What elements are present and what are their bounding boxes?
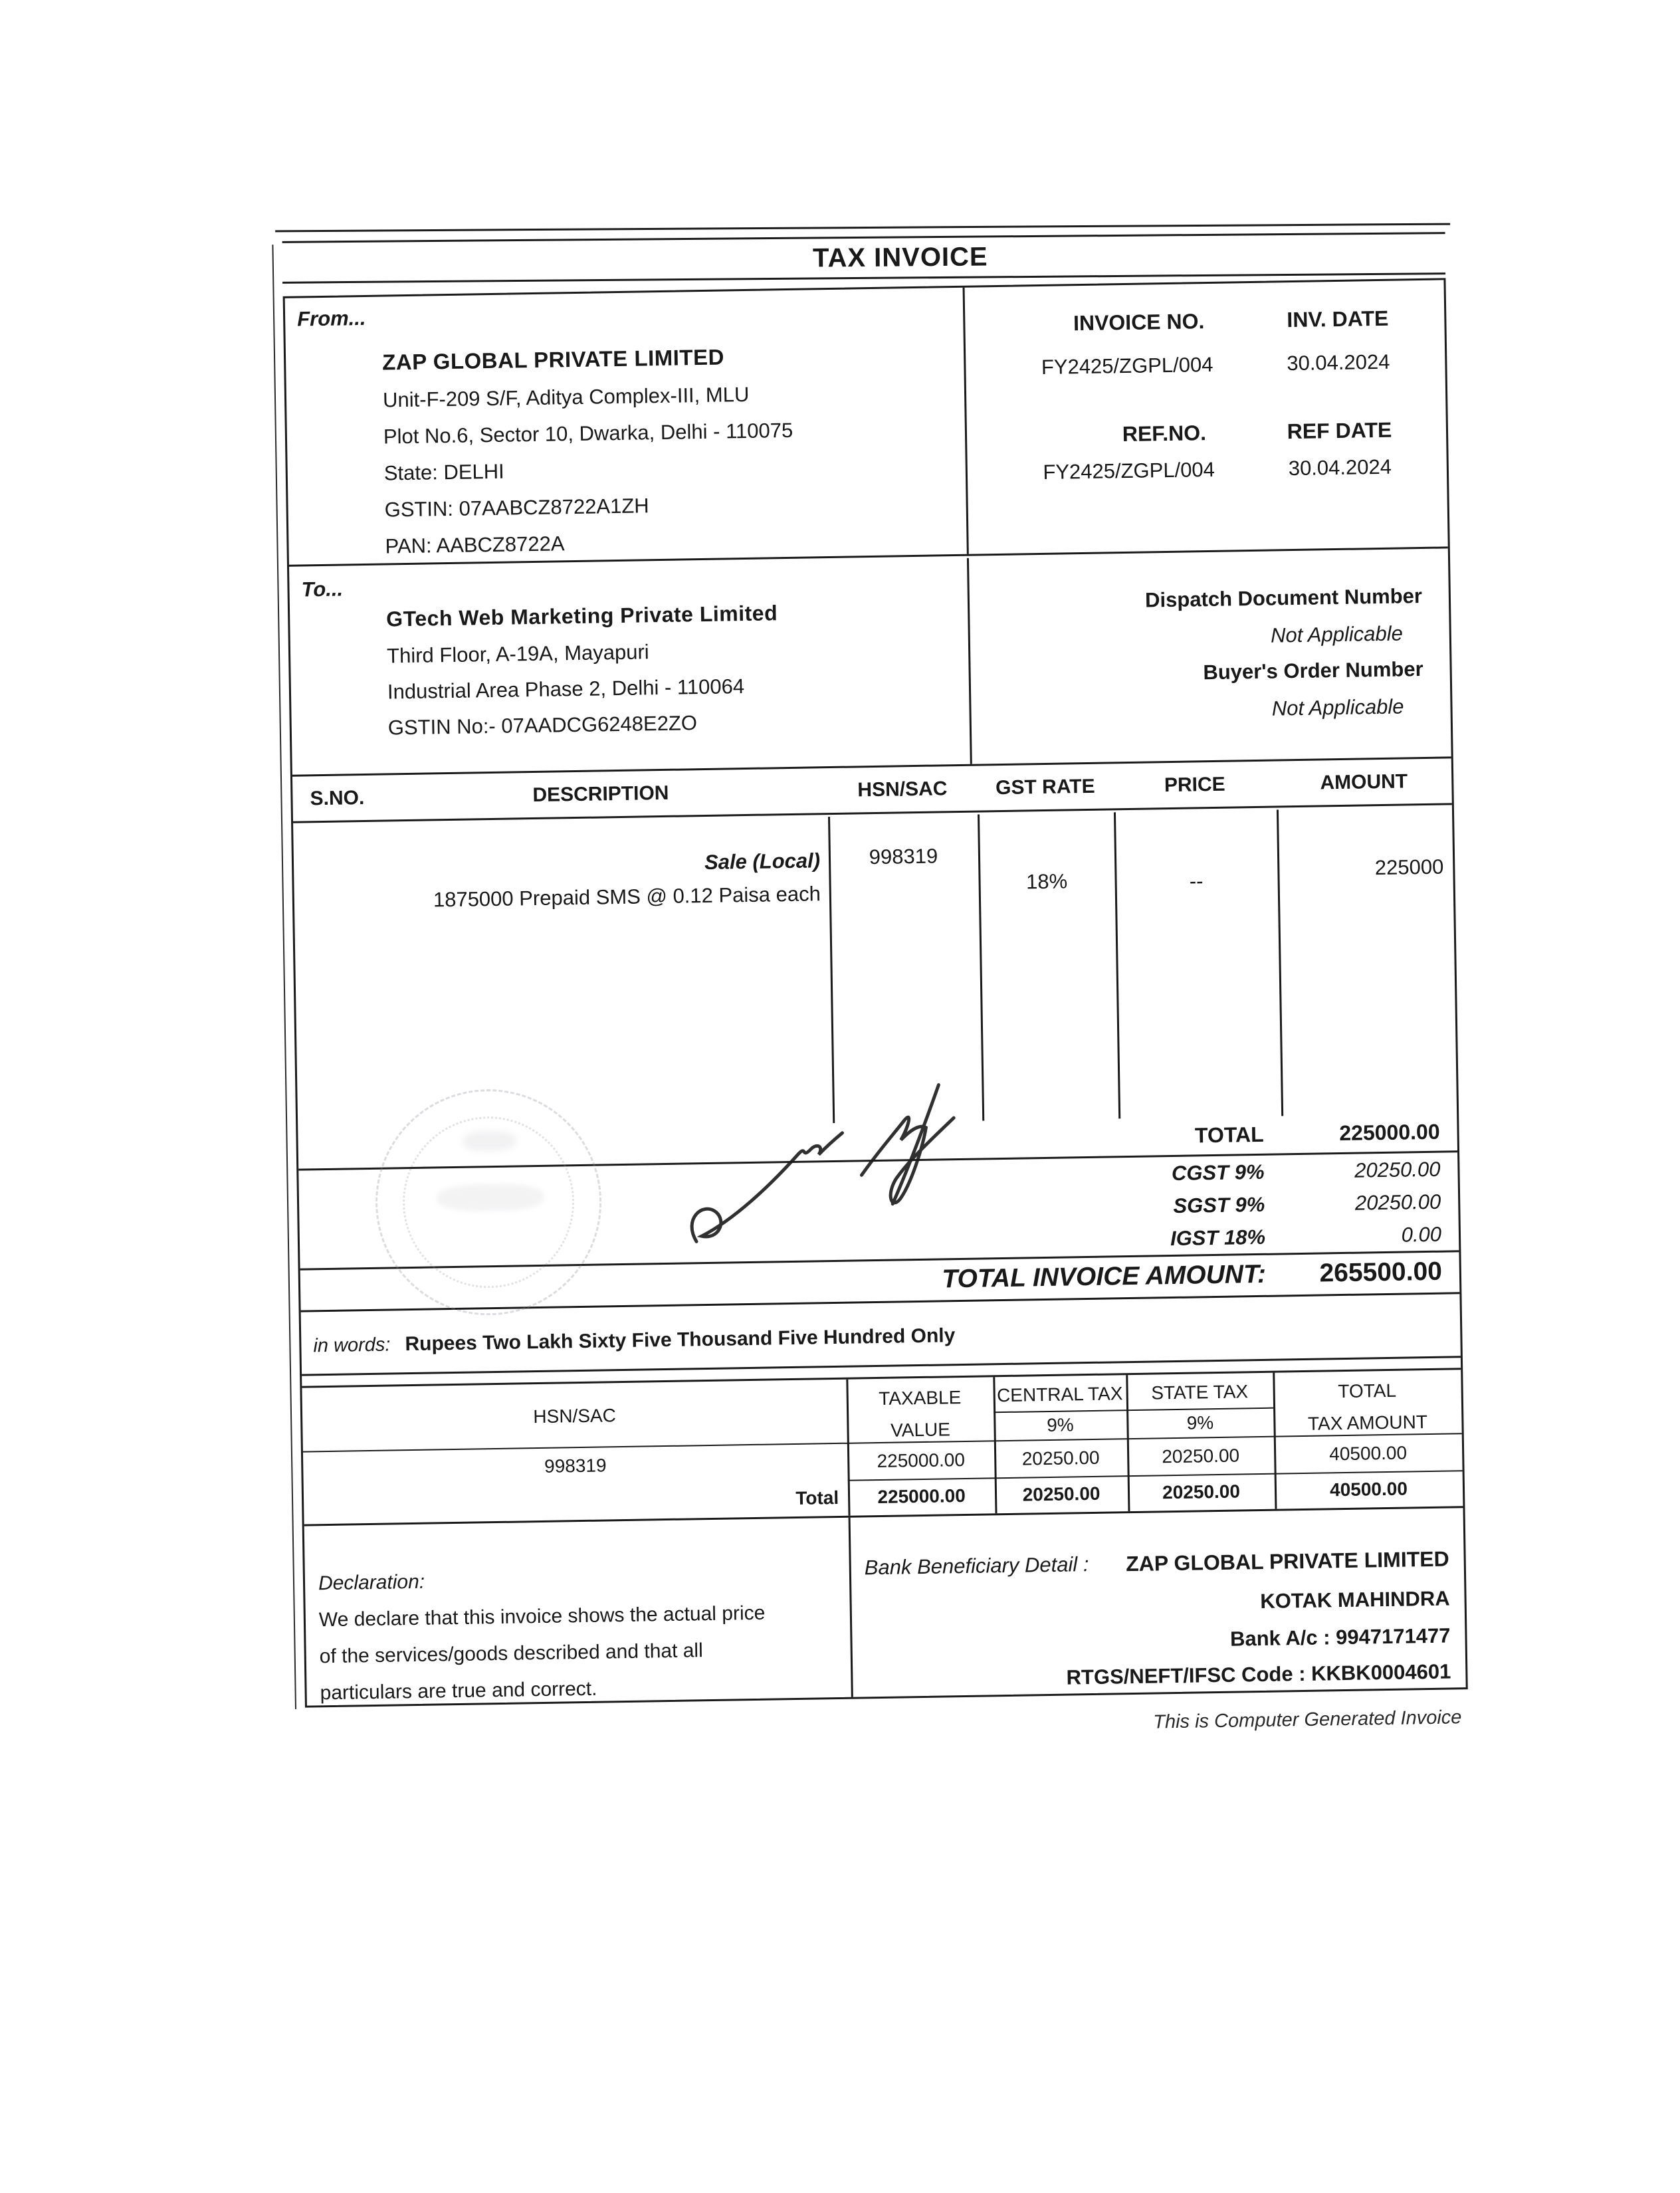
subtotal-label: TOTAL	[1194, 1122, 1264, 1148]
col-header-amount: AMOUNT	[1320, 770, 1408, 794]
buyer-address-line: Third Floor, A-19A, Mayapuri	[386, 640, 649, 668]
dispatch-doc-label: Dispatch Document Number	[1144, 584, 1423, 612]
tax-total-total: 40500.00	[1329, 1478, 1408, 1501]
sgst-label: SGST 9%	[1173, 1192, 1265, 1217]
declaration-section	[304, 1508, 1466, 1705]
item-gst-rate: 18%	[1025, 869, 1068, 894]
from-label: From...	[296, 306, 366, 331]
tax-col-taxable-header2: VALUE	[890, 1419, 951, 1441]
bank-account: Bank A/c : 9947171477	[1229, 1623, 1451, 1651]
ref-date-label: REF DATE	[1287, 417, 1392, 444]
buyer-order-value: Not Applicable	[1271, 694, 1404, 720]
handwritten-signature	[667, 1056, 989, 1254]
subtotal-value: 225000.00	[1339, 1119, 1440, 1146]
tax-col-total-header: TOTAL	[1338, 1380, 1397, 1402]
item-description-detail: 1875000 Prepaid SMS @ 0.12 Paisa each	[433, 882, 821, 912]
item-amount: 225000	[1374, 855, 1444, 880]
buyer-gstin: GSTIN No:- 07AADCG6248E2ZO	[387, 711, 698, 740]
dispatch-info	[969, 550, 1451, 764]
col-header-description: DESCRIPTION	[532, 782, 669, 807]
item-description-cell	[294, 849, 821, 914]
bank-beneficiary-label: Bank Beneficiary Detail :	[864, 1552, 1089, 1580]
tax-col-taxable-header: TAXABLE	[879, 1387, 962, 1409]
seller-state: State: DELHI	[383, 459, 504, 485]
item-hsn: 998319	[869, 844, 938, 869]
bank-beneficiary-name: ZAP GLOBAL PRIVATE LIMITED	[1125, 1546, 1449, 1576]
inv-date-value: 30.04.2024	[1287, 350, 1390, 375]
column-divider	[1114, 812, 1120, 1118]
tax-total-taxable: 225000.00	[877, 1485, 966, 1508]
declaration-line: of the services/goods described and that all	[319, 1639, 703, 1668]
bank-details	[851, 1508, 1466, 1697]
from-section	[285, 280, 1448, 566]
tax-total-state: 20250.00	[1162, 1481, 1241, 1503]
declaration-line: We declare that this invoice shows the actual price	[318, 1602, 766, 1631]
sgst-value: 20250.00	[1354, 1190, 1441, 1215]
invoice-no-value: FY2425/ZGPL/004	[1041, 352, 1213, 379]
seller-pan: PAN: AABCZ8722A	[385, 532, 565, 558]
to-section	[289, 550, 1451, 774]
bank-name: KOTAK MAHINDRA	[1260, 1586, 1450, 1614]
scan-edge-artifact-top	[275, 223, 1450, 233]
stamp-ink-smudge	[437, 1184, 544, 1212]
grand-total-label: TOTAL INVOICE AMOUNT:	[942, 1259, 1267, 1294]
tax-col-state-rate: 9%	[1186, 1412, 1214, 1433]
tax-row-hsn: 998319	[544, 1455, 607, 1477]
item-description-title: Sale (Local)	[704, 849, 821, 875]
dispatch-doc-value: Not Applicable	[1270, 621, 1404, 647]
inv-date-label: INV. DATE	[1287, 306, 1389, 332]
col-header-sno: S.NO.	[310, 787, 365, 810]
ref-date-value: 30.04.2024	[1288, 455, 1392, 480]
declaration-line: particulars are true and correct.	[320, 1677, 597, 1705]
igst-label: IGST 18%	[1170, 1225, 1266, 1251]
grand-total-value: 265500.00	[1319, 1257, 1443, 1288]
tax-row-central: 20250.00	[1021, 1447, 1100, 1469]
tax-row-taxable: 225000.00	[877, 1449, 966, 1472]
page-title: TAX INVOICE	[812, 242, 988, 273]
tax-col-state-header: STATE TAX	[1151, 1381, 1249, 1404]
tax-summary-table	[302, 1368, 1463, 1526]
col-header-gst: GST RATE	[995, 775, 1095, 799]
tax-row-total: 40500.00	[1329, 1442, 1408, 1465]
in-words-text: Rupees Two Lakh Sixty Five Thousand Five Hundred Only	[405, 1324, 956, 1356]
tax-col-central-header: CENTRAL TAX	[996, 1383, 1123, 1406]
invoice-meta	[965, 280, 1448, 554]
col-header-hsn: HSN/SAC	[857, 778, 948, 801]
ref-no-label: REF.NO.	[1122, 421, 1207, 447]
buyer-company-name: GTech Web Marketing Private Limited	[385, 601, 778, 631]
col-header-price: PRICE	[1164, 773, 1225, 797]
invoice-body	[283, 278, 1468, 1707]
seller-address-line: Plot No.6, Sector 10, Dwarka, Delhi - 110075	[383, 418, 793, 449]
tax-row-state: 20250.00	[1162, 1445, 1240, 1467]
invoice-document	[282, 225, 1468, 1744]
declaration-label: Declaration:	[318, 1570, 425, 1595]
bank-ifsc-code: RTGS/NEFT/IFSC Code : KKBK0004601	[1066, 1659, 1451, 1689]
stamp-ink-smudge	[463, 1131, 516, 1152]
seller-address-line: Unit-F-209 S/F, Aditya Complex-III, MLU	[382, 382, 750, 412]
tax-col-total-header2: TAX AMOUNT	[1307, 1411, 1428, 1434]
invoice-title-band	[282, 232, 1445, 284]
item-price: --	[1189, 869, 1204, 893]
tax-total-central: 20250.00	[1022, 1483, 1101, 1505]
in-words-label: in words:	[313, 1334, 391, 1357]
to-label: To...	[301, 577, 344, 601]
invoice-no-label: INVOICE NO.	[1073, 309, 1205, 336]
tax-col-central-rate: 9%	[1046, 1414, 1074, 1436]
seller-company-name: ZAP GLOBAL PRIVATE LIMITED	[381, 344, 725, 375]
computer-generated-note: This is Computer Generated Invoice	[1153, 1707, 1462, 1733]
buyer-address-line: Industrial Area Phase 2, Delhi - 110064	[387, 675, 745, 704]
tax-col-hsn-header: HSN/SAC	[533, 1405, 617, 1427]
seller-gstin: GSTIN: 07AABCZ8722A1ZH	[384, 494, 649, 522]
buyer-order-label: Buyer's Order Number	[1203, 657, 1423, 684]
igst-value: 0.00	[1401, 1222, 1442, 1247]
column-divider	[1277, 809, 1283, 1116]
cgst-value: 20250.00	[1354, 1157, 1441, 1182]
cgst-label: CGST 9%	[1171, 1160, 1265, 1186]
tax-total-label: Total	[795, 1487, 839, 1509]
ref-no-value: FY2425/ZGPL/004	[1043, 457, 1215, 484]
